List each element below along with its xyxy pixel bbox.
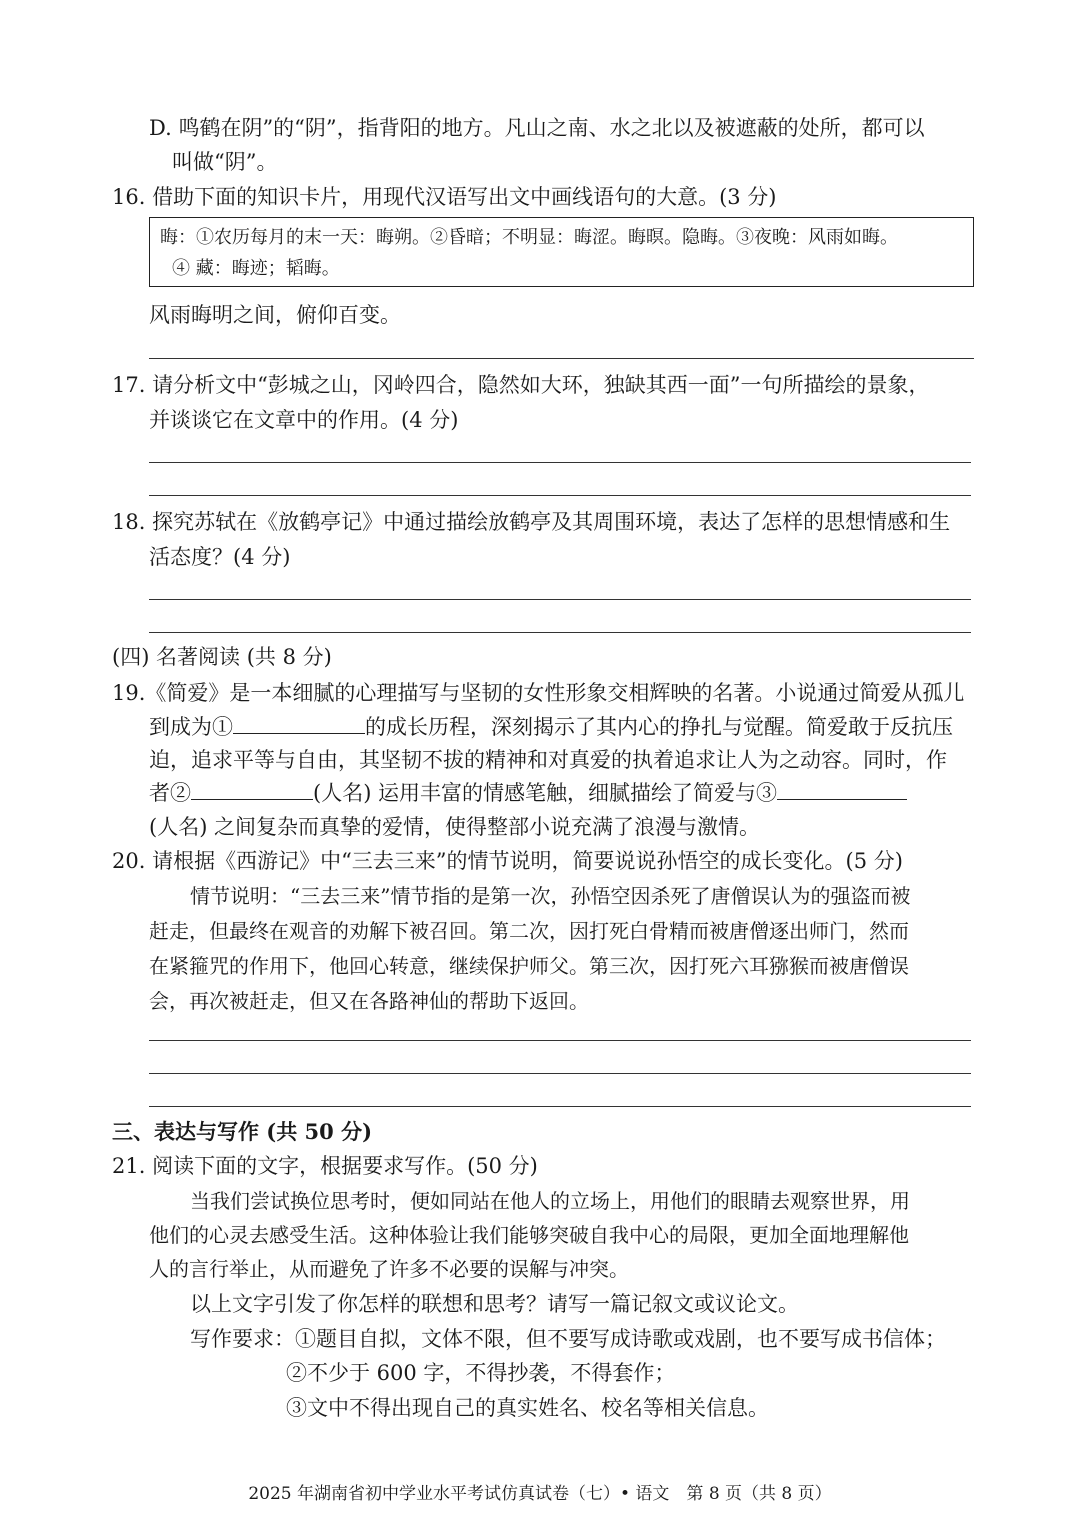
writing-requirement-1: 写作要求：①题目自拟，文体不限，但不要写成诗歌或戏剧，也不要写成书信体； bbox=[190, 1327, 946, 1351]
q21-para-line-1: 当我们尝试换位思考时，便如同站在他人的立场上，用他们的眼睛去观察世界，用 bbox=[190, 1189, 910, 1213]
option-d-line-1: D. 鸣鹤在阴”的“阴”，指背阳的地方。凡山之南、水之北以及被遮蔽的处所，都可以 bbox=[149, 116, 925, 140]
page-footer: 2025 年湖南省初中学业水平考试仿真试卷（七）• 语文 第 8 页（共 8 页） bbox=[248, 1484, 832, 1504]
question-19-line-2b: 的成长历程，深刻揭示了其内心的挣扎与觉醒。简爱敢于反抗压 bbox=[365, 715, 953, 739]
q20-para-line-2: 赶走，但最终在观音的劝解下被召回。第二次，因打死白骨精而被唐僧逐出师门，然而 bbox=[149, 919, 909, 943]
question-19-line-2a: 到成为① bbox=[149, 715, 233, 739]
question-16-stem: 16. 借助下面的知识卡片，用现代汉语写出文中画线语句的大意。(3 分) bbox=[112, 185, 777, 209]
question-19-line-2 bbox=[149, 710, 953, 744]
question-17-line-1: 17. 请分析文中“彭城之山，冈岭四合，隐然如大环，独缺其西一面”一句所描绘的景象， bbox=[112, 373, 930, 397]
question-18-line-2: 活态度？(4 分) bbox=[149, 545, 291, 569]
q21-para-line-2: 他们的心灵去感受生活。这种体验让我们能够突破自我中心的局限，更加全面地理解他 bbox=[149, 1223, 909, 1247]
answer-line-q18-2[interactable] bbox=[149, 632, 971, 633]
question-17-line-2: 并谈谈它在文章中的作用。(4 分) bbox=[149, 408, 459, 432]
answer-line-q17-1[interactable] bbox=[149, 462, 971, 463]
question-19-line-5: (人名) 之间复杂而真挚的爱情，使得整部小说充满了浪漫与激情。 bbox=[149, 815, 761, 839]
section-3-title: 三、表达与写作 (共 50 分) bbox=[112, 1119, 373, 1144]
answer-line-q17-2[interactable] bbox=[149, 495, 971, 496]
section-4-title: (四) 名著阅读 (共 8 分) bbox=[112, 645, 332, 669]
q21-para-line-4: 以上文字引发了你怎样的联想和思考？请写一篇记叙文或议论文。 bbox=[190, 1292, 799, 1316]
blank-1[interactable] bbox=[233, 711, 365, 734]
q20-para-line-4: 会，再次被赶走，但又在各路神仙的帮助下返回。 bbox=[149, 989, 589, 1013]
question-19-line-4 bbox=[149, 776, 907, 810]
answer-line-q20-3[interactable] bbox=[149, 1106, 971, 1107]
q20-para-line-3: 在紧箍咒的作用下，他回心转意，继续保护师父。第三次，因打死六耳猕猴而被唐僧误 bbox=[149, 954, 909, 978]
question-19-line-1: 19.《简爱》是一本细腻的心理描写与坚韧的女性形象交相辉映的名著。小说通过简爱从孤儿 bbox=[112, 681, 965, 705]
question-19-line-4a: 者② bbox=[149, 781, 191, 805]
question-19-line-4b: (人名) 运用丰富的情感笔触，细腻描绘了简爱与③ bbox=[313, 781, 778, 805]
q20-para-line-1: 情节说明：“三去三来”情节指的是第一次，孙悟空因杀死了唐僧误认为的强盗而被 bbox=[190, 884, 911, 908]
q21-para-line-3: 人的言行举止，从而避免了许多不必要的误解与冲突。 bbox=[149, 1257, 629, 1281]
knowledge-card-line-2: ④ 藏：晦迹；韬晦。 bbox=[172, 258, 340, 279]
question-21-stem: 21. 阅读下面的文字，根据要求写作。(50 分) bbox=[112, 1154, 538, 1178]
question-20-stem: 20. 请根据《西游记》中“三去三来”的情节说明，简要说说孙悟空的成长变化。(5 分) bbox=[112, 849, 903, 873]
question-19-line-3: 迫，追求平等与自由，其坚韧不拔的精神和对真爱的执着追求让人为之动容。同时，作 bbox=[149, 748, 947, 772]
blank-3[interactable] bbox=[777, 777, 907, 800]
answer-line-q16[interactable] bbox=[149, 358, 974, 359]
knowledge-card-line-1: 晦：①农历每月的末一天：晦朔。②昏暗；不明显：晦涩。晦暝。隐晦。③夜晚：风雨如晦。 bbox=[160, 227, 898, 248]
answer-line-q18-1[interactable] bbox=[149, 599, 971, 600]
question-18-line-1: 18. 探究苏轼在《放鹤亭记》中通过描绘放鹤亭及其周围环境，表达了怎样的思想情感和生 bbox=[112, 510, 951, 534]
option-d-line-2: 叫做“阴”。 bbox=[172, 150, 278, 174]
answer-line-q20-1[interactable] bbox=[149, 1040, 971, 1041]
blank-2[interactable] bbox=[191, 777, 313, 800]
writing-requirement-3: ③文中不得出现自己的真实姓名、校名等相关信息。 bbox=[286, 1396, 769, 1420]
underlined-sentence: 风雨晦明之间，俯仰百变。 bbox=[149, 303, 401, 327]
writing-requirement-2: ②不少于 600 字，不得抄袭，不得套作； bbox=[286, 1361, 676, 1385]
answer-line-q20-2[interactable] bbox=[149, 1073, 971, 1074]
